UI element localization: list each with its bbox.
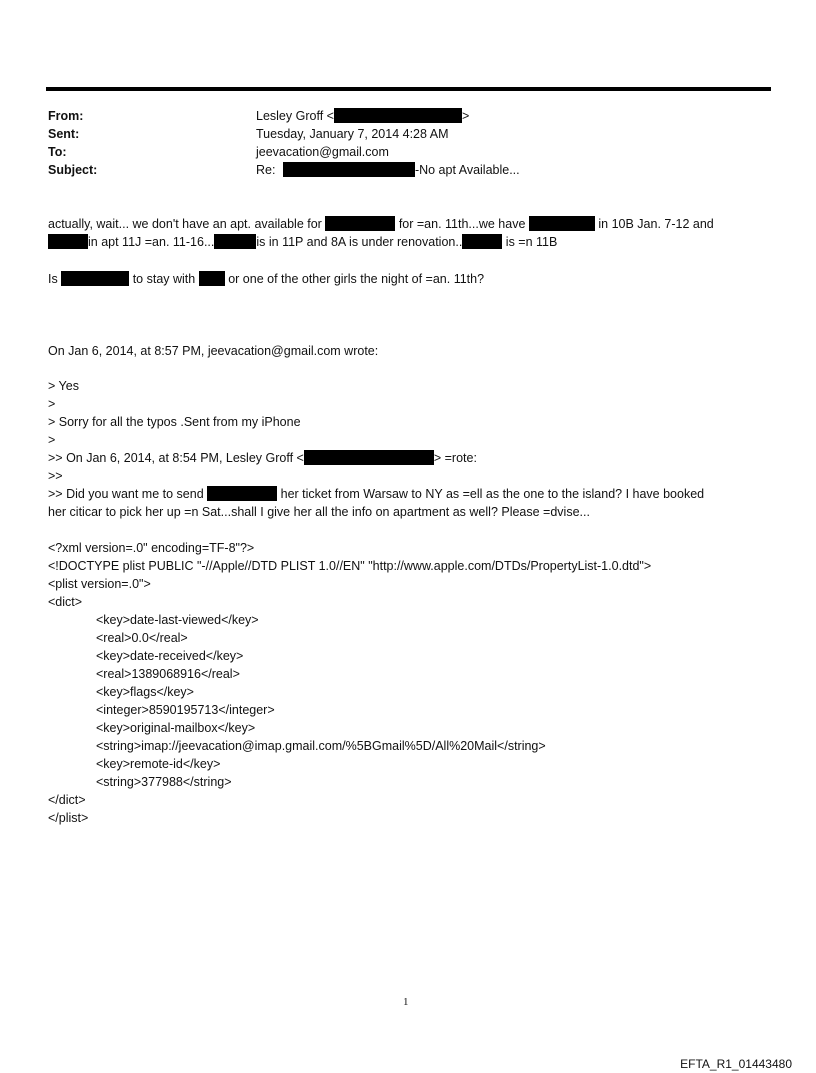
plist-line: <integer>8590195713</integer> [96, 703, 275, 717]
body-text: actually, wait... we don't have an apt. available for [48, 217, 322, 231]
body-text: Is [48, 272, 58, 286]
redaction-block [207, 486, 277, 501]
plist-line: <plist version=.0"> [48, 577, 151, 591]
plist-line: </dict> [48, 793, 86, 807]
body-text: or one of the other girls the night of =an. 11th? [228, 272, 485, 286]
body-line-2 [48, 233, 557, 251]
page-number: 1 [403, 996, 409, 1008]
body-text: for =an. 11th...we have [398, 217, 526, 231]
to-label: To: [48, 145, 67, 159]
body-question [48, 270, 484, 288]
plist-line: <key>remote-id</key> [96, 757, 221, 771]
body-text: is in 11P and 8A is under renovation.. [256, 235, 463, 249]
plist-line: <!DOCTYPE plist PUBLIC "-//Apple//DTD PLIST 1.0//EN" "http://www.apple.com/DTDs/PropertyList-1.0.dtd"> [48, 559, 652, 573]
redaction-block [462, 234, 502, 249]
to-value: jeevacation@gmail.com [256, 145, 389, 159]
plist-line: <key>flags</key> [96, 685, 194, 699]
quote-sorry: > Sorry for all the typos .Sent from my iPhone [48, 415, 301, 429]
quote-nested-header [48, 449, 477, 467]
quote-ask-line-1 [48, 485, 704, 503]
subject-prefix: Re: [256, 163, 276, 177]
plist-line: <dict> [48, 595, 83, 609]
from-close: > [461, 109, 470, 123]
from-name: Lesley Groff < [256, 109, 334, 123]
quote-marker: > [48, 397, 56, 411]
subject-value [256, 161, 520, 179]
from-value [256, 107, 469, 125]
body-text: > =rote: [433, 451, 477, 465]
quote-marker: > [48, 433, 56, 447]
quote-intro: On Jan 6, 2014, at 8:57 PM, jeevacation@gmail.com wrote: [48, 344, 379, 358]
redaction-block [325, 216, 395, 231]
subject-label: Subject: [48, 163, 98, 177]
body-text: in 10B Jan. 7-12 and [598, 217, 714, 231]
body-text: her ticket from Warsaw to NY as =ell as the one to the island? I have booked [280, 487, 705, 501]
sent-label: Sent: [48, 127, 80, 141]
plist-line: <key>date-received</key> [96, 649, 244, 663]
redaction-block [48, 234, 88, 249]
subject-suffix: -No apt Available... [414, 163, 520, 177]
body-text: >> On Jan 6, 2014, at 8:54 PM, Lesley Groff < [48, 451, 304, 465]
plist-line: <?xml version=.0" encoding=TF-8"?> [48, 541, 255, 555]
plist-line: <string>imap://jeevacation@imap.gmail.com/%5BGmail%5D/All%20Mail</string> [96, 739, 546, 753]
plist-line: <string>377988</string> [96, 775, 232, 789]
body-line-1 [48, 215, 714, 233]
quote-marker: >> [48, 469, 63, 483]
from-label: From: [48, 109, 84, 123]
plist-line: <real>1389068916</real> [96, 667, 240, 681]
header-rule [46, 87, 771, 91]
redaction-block [283, 162, 415, 177]
quote-ask-line-2: her citicar to pick her up =n Sat...shall I give her all the info on apartment as well? Please =dvise... [48, 505, 590, 519]
body-text: to stay with [132, 272, 196, 286]
body-text: >> Did you want me to send [48, 487, 204, 501]
redaction-block [199, 271, 225, 286]
quote-yes: > Yes [48, 379, 79, 393]
bates-number: EFTA_R1_01443480 [680, 1057, 792, 1071]
redaction-block [334, 108, 462, 123]
redaction-block [529, 216, 595, 231]
body-text: in apt 11J =an. 11-16... [88, 235, 215, 249]
redaction-block [61, 271, 129, 286]
redaction-block [304, 450, 434, 465]
plist-line: <real>0.0</real> [96, 631, 188, 645]
plist-line: </plist> [48, 811, 89, 825]
plist-line: <key>original-mailbox</key> [96, 721, 256, 735]
plist-line: <key>date-last-viewed</key> [96, 613, 259, 627]
sent-value: Tuesday, January 7, 2014 4:28 AM [256, 127, 449, 141]
redaction-block [214, 234, 256, 249]
body-text: is =n 11B [505, 235, 558, 249]
